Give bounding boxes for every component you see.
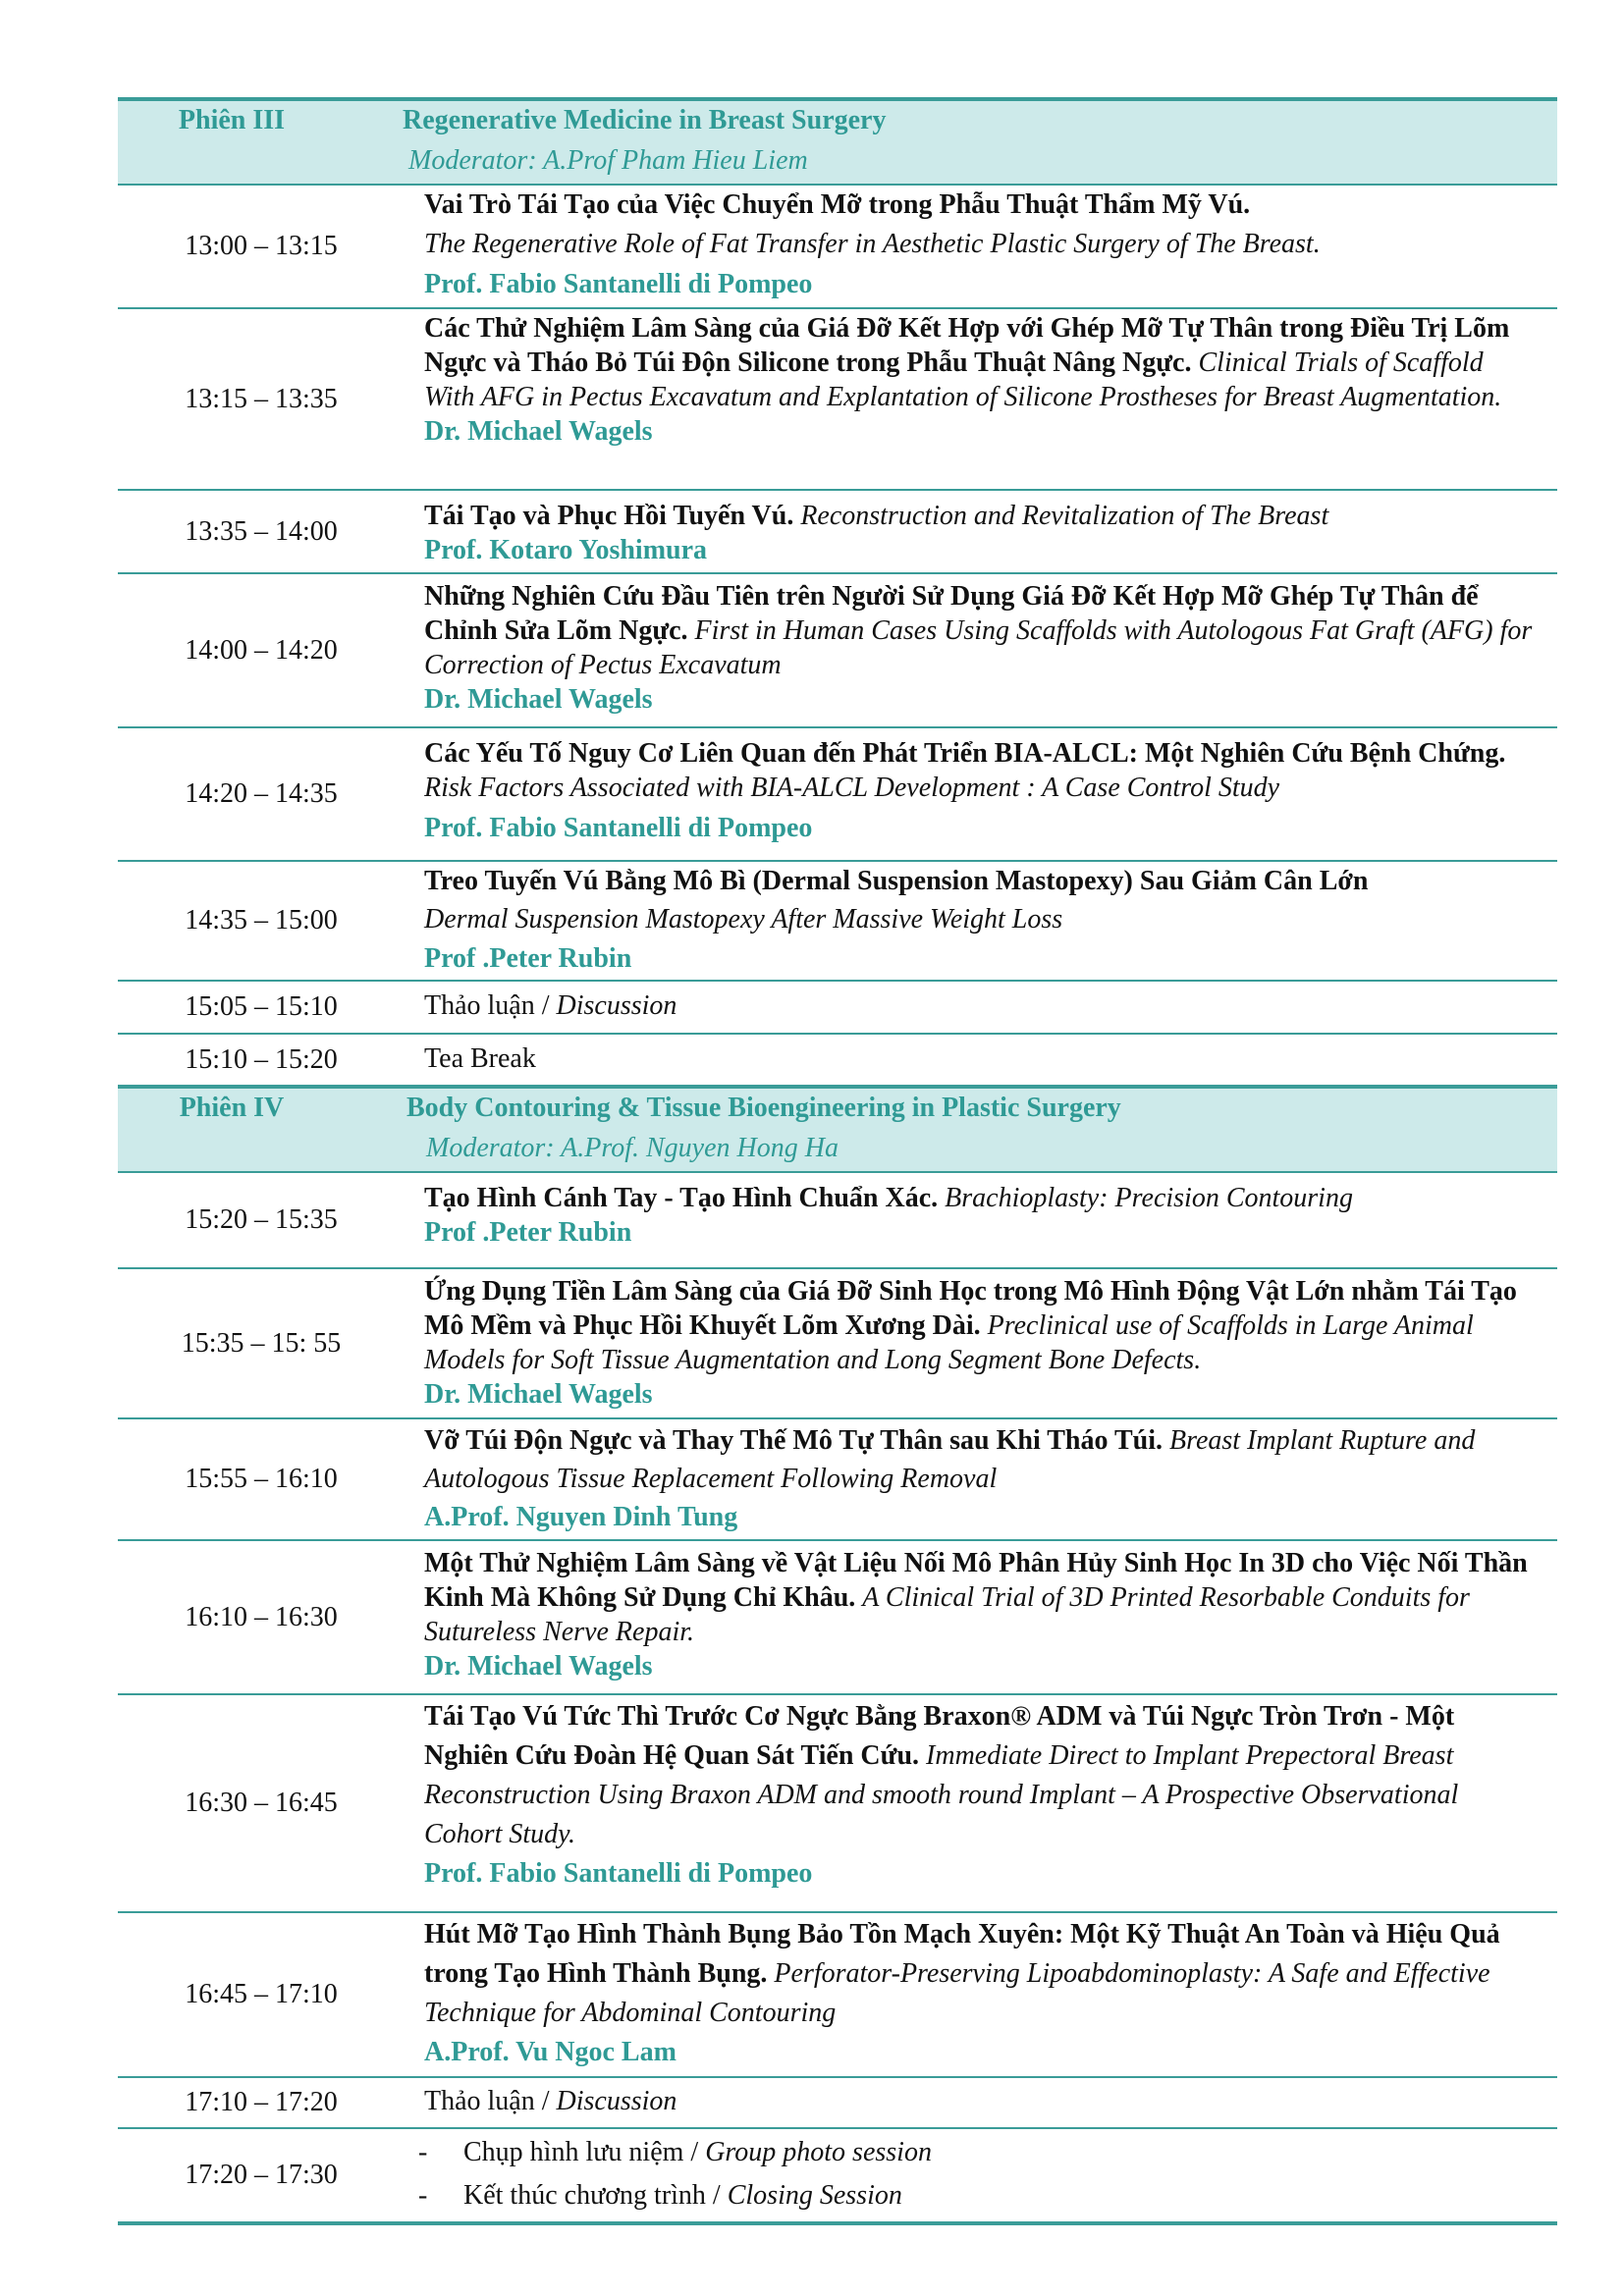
talk-title-vi: Hút Mỡ Tạo Hình Thành Bụng Bảo Tồn Mạch Xuyên: Một Kỹ Thuật An Toàn và Hiệu Quả trong Tạo Hình Thành Bụng.: [424, 1919, 1500, 1989]
agenda-row: [118, 1695, 1557, 1913]
bullet-dash: -: [418, 2137, 428, 2167]
talk-title-en: Reconstruction and Revitalization of The Breast: [800, 501, 1329, 531]
agenda-row: [118, 1541, 1557, 1695]
agenda-row: [118, 2129, 1557, 2225]
speaker-name: A.Prof. Nguyen Dinh Tung: [424, 1502, 738, 1532]
speaker-name: Prof. Fabio Santanelli di Pompeo: [424, 269, 813, 299]
session-moderator: Moderator: A.Prof Pham Hieu Liem: [408, 145, 808, 176]
agenda-row: [118, 491, 1557, 574]
discussion-label-vi: Thảo luận /: [424, 2086, 557, 2116]
speaker-name: Prof. Fabio Santanelli di Pompeo: [424, 1858, 813, 1889]
session-header: [118, 1085, 1557, 1173]
talk-content: [405, 1913, 1557, 2076]
talk-content: [405, 1695, 1557, 1911]
time-slot: 13:15 – 13:35: [185, 383, 338, 414]
speaker-name: A.Prof. Vu Ngoc Lam: [424, 2037, 677, 2067]
talk-content: [405, 1541, 1557, 1693]
discussion-label-en: Discussion: [556, 2086, 677, 2116]
session-moderator: Moderator: A.Prof. Nguyen Hong Ha: [426, 1133, 839, 1163]
time-slot: 14:35 – 15:00: [185, 905, 338, 935]
talk-content: [405, 491, 1557, 572]
time-slot: 15:20 – 15:35: [185, 1204, 338, 1235]
talk-title-en: First in Human Cases Using Scaffolds with Autologous Fat Graft (AFG) for Correction of Pectus Excavatum: [424, 615, 1533, 680]
session-label: Phiên IV: [179, 1093, 285, 1123]
talk-title-vi: Treo Tuyến Vú Bằng Mô Bì (Dermal Suspension Mastopexy) Sau Giảm Cân Lớn: [424, 866, 1369, 896]
agenda-row: [118, 2078, 1557, 2129]
discussion-label-vi: Thảo luận /: [424, 990, 557, 1021]
agenda-row: [118, 1035, 1557, 1085]
talk-title-en: Perforator-Preserving Lipoabdominoplasty: A Safe and Effective Technique for Abdominal Contouring: [424, 1958, 1490, 2028]
talk-title-vi: Tái Tạo Vú Tức Thì Trước Cơ Ngực Bằng Braxon® ADM và Túi Ngực Tròn Trơn - Một Nghiên Cứu Đoàn Hệ Quan Sát Tiến Cứu.: [424, 1701, 1455, 1771]
talk-title-en: A Clinical Trial of 3D Printed Resorbable Conduits for Sutureless Nerve Repair.: [424, 1582, 1470, 1647]
talk-title-vi: Vỡ Túi Độn Ngực và Thay Thế Mô Tự Thân sau Khi Tháo Túi.: [424, 1425, 1163, 1456]
list-item: [405, 2174, 1538, 2217]
agenda-page: [118, 97, 1557, 2225]
talk-content: [405, 728, 1557, 860]
session-label: Phiên III: [178, 105, 286, 135]
item-label-vi: Kết thúc chương trình /: [463, 2180, 728, 2211]
time-slot: 16:30 – 16:45: [185, 1788, 338, 1818]
speaker-name: Prof. Fabio Santanelli di Pompeo: [424, 813, 813, 843]
talk-title-en: Preclinical use of Scaffolds in Large Animal Models for Soft Tissue Augmentation and Long Segment Bone Defects.: [424, 1310, 1474, 1375]
talk-title-en: The Regenerative Role of Fat Transfer in Aesthetic Plastic Surgery of The Breast.: [424, 229, 1321, 259]
time-slot: 14:20 – 14:35: [185, 778, 338, 809]
speaker-name: Dr. Michael Wagels: [424, 684, 653, 715]
talk-title-en: Immediate Direct to Implant Prepectoral Breast Reconstruction Using Braxon ADM and smooth round Implant – A Prospective Observational Cohort Study.: [424, 1740, 1459, 1849]
item-label-en: Closing Session: [727, 2180, 902, 2211]
discussion: [405, 982, 1557, 1033]
agenda-row: [118, 862, 1557, 982]
time-slot: 15:35 – 15: 55: [181, 1327, 342, 1359]
bullet-dash: -: [418, 2180, 428, 2211]
time-slot: 16:10 – 16:30: [185, 1601, 338, 1632]
agenda-row: [118, 1173, 1557, 1269]
agenda-row: [118, 1269, 1557, 1419]
talk-title-vi: Tái Tạo và Phục Hồi Tuyến Vú.: [424, 501, 794, 531]
session-header: [118, 97, 1557, 186]
discussion-label-en: Discussion: [556, 990, 677, 1021]
item-label-en: Group photo session: [705, 2137, 932, 2167]
list-item: [405, 2131, 1538, 2174]
talk-title-vi: Ứng Dụng Tiền Lâm Sàng của Giá Đỡ Sinh Học trong Mô Hình Động Vật Lớn nhằm Tái Tạo Mô Mềm và Phục Hồi Khuyết Lõm Xương Dài.: [424, 1276, 1517, 1341]
item-label-vi: Chụp hình lưu niệm /: [463, 2137, 706, 2167]
time-slot: 13:00 – 13:15: [185, 231, 338, 261]
talk-title-vi: Vai Trò Tái Tạo của Việc Chuyển Mỡ trong Phẫu Thuật Thẩm Mỹ Vú.: [424, 189, 1251, 220]
closing-list: [405, 2129, 1557, 2221]
talk-title-vi: Những Nghiên Cứu Đầu Tiên trên Người Sử Dụng Giá Đỡ Kết Hợp Mỡ Ghép Tự Thân để Chỉnh Sửa Lõm Ngực.: [424, 581, 1479, 646]
talk-title-vi: Các Yếu Tố Nguy Cơ Liên Quan đến Phát Triển BIA-ALCL: Một Nghiên Cứu Bệnh Chứng.: [424, 738, 1506, 769]
talk-content: [405, 862, 1557, 980]
speaker-name: Prof .Peter Rubin: [424, 1217, 632, 1248]
session-title: Regenerative Medicine in Breast Surgery: [403, 105, 887, 135]
talk-content: [405, 574, 1557, 726]
time-slot: 15:55 – 16:10: [185, 1464, 338, 1494]
talk-content: [405, 309, 1557, 489]
speaker-name: Prof. Kotaro Yoshimura: [424, 535, 708, 565]
session-title: Body Contouring & Tissue Bioengineering in Plastic Surgery: [406, 1093, 1121, 1123]
speaker-name: Dr. Michael Wagels: [424, 1651, 653, 1682]
time-slot: 14:00 – 14:20: [185, 634, 338, 666]
discussion: [405, 2078, 1557, 2127]
time-slot: 15:05 – 15:10: [185, 991, 338, 1022]
agenda-row: [118, 309, 1557, 491]
talk-content: [405, 1269, 1557, 1417]
talk-title-vi: Một Thử Nghiệm Lâm Sàng về Vật Liệu Nối Mô Phân Hủy Sinh Học In 3D cho Việc Nối Thần Kinh Mà Không Sử Dụng Chỉ Khâu.: [424, 1548, 1528, 1613]
agenda-row: [118, 574, 1557, 728]
agenda-row: [118, 1419, 1557, 1541]
tea-break: Tea Break: [424, 1043, 536, 1074]
talk-title-vi: Các Thử Nghiệm Lâm Sàng của Giá Đỡ Kết Hợp với Ghép Mỡ Tự Thân trong Điều Trị Lõm Ngực và Tháo Bỏ Túi Độn Silicone trong Phẫu Thuật Nâng Ngực.: [424, 313, 1510, 378]
speaker-name: Dr. Michael Wagels: [424, 416, 653, 447]
speaker-name: Dr. Michael Wagels: [424, 1379, 653, 1410]
talk-title-en: Breast Implant Rupture and Autologous Tissue Replacement Following Removal: [424, 1425, 1476, 1494]
talk-title-en: Clinical Trials of Scaffold With AFG in Pectus Excavatum and Explantation of Silicone Prostheses for Breast Augmentation.: [424, 347, 1502, 412]
talk-title-vi: Tạo Hình Cánh Tay - Tạo Hình Chuẩn Xác.: [424, 1183, 939, 1213]
talk-content: [405, 1173, 1557, 1267]
agenda-row: [118, 982, 1557, 1035]
talk-title-en: Risk Factors Associated with BIA-ALCL Development : A Case Control Study: [424, 773, 1280, 803]
talk-title-en: Dermal Suspension Mastopexy After Massive Weight Loss: [424, 904, 1063, 934]
talk-title-en: Brachioplasty: Precision Contouring: [945, 1183, 1353, 1213]
time-slot: 13:35 – 14:00: [185, 515, 338, 547]
agenda-row: [118, 728, 1557, 862]
agenda-row: [118, 1913, 1557, 2078]
talk-content: [405, 1419, 1557, 1539]
time-slot: 16:45 – 17:10: [185, 1979, 338, 2009]
time-slot: 15:10 – 15:20: [185, 1043, 338, 1075]
time-slot: 17:10 – 17:20: [185, 2087, 338, 2117]
time-slot: 17:20 – 17:30: [185, 2160, 338, 2190]
talk-content: [405, 186, 1557, 307]
speaker-name: Prof .Peter Rubin: [424, 943, 632, 974]
agenda-row: [118, 186, 1557, 309]
